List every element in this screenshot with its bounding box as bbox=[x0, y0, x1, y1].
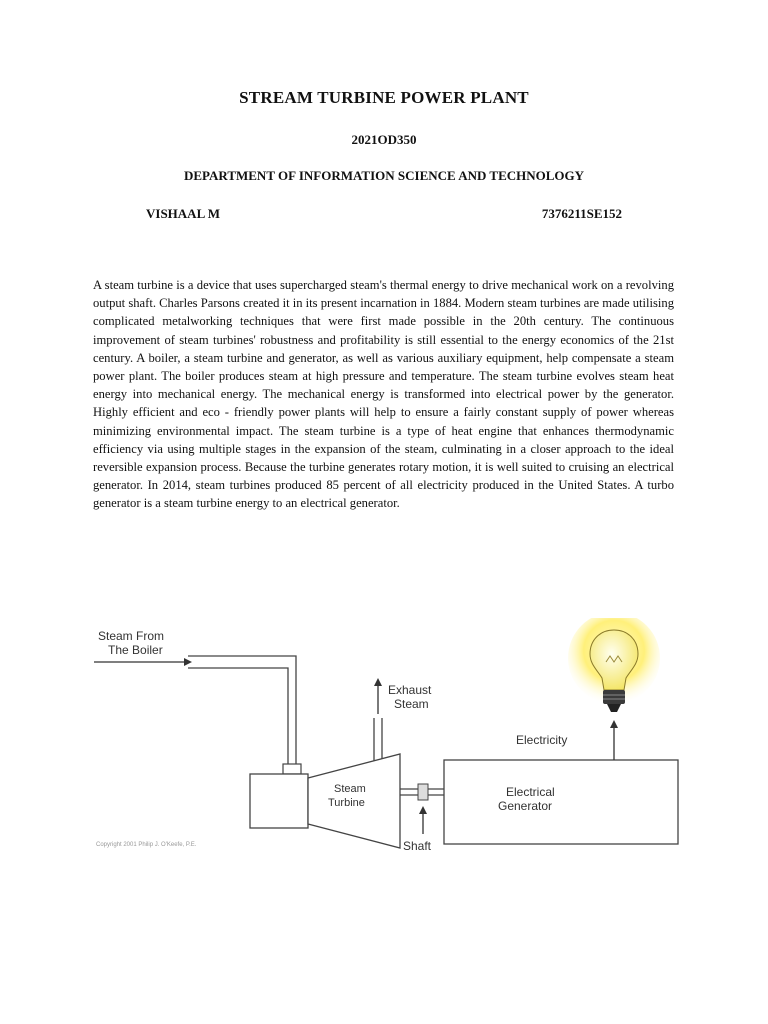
steam-turbine-diagram bbox=[92, 618, 682, 858]
steam-inlet-pipe bbox=[188, 656, 296, 766]
steam-chest bbox=[250, 774, 308, 828]
steam-from-label-line1: Steam From bbox=[98, 629, 165, 643]
generator-label-line2: Generator bbox=[498, 799, 553, 813]
inlet-collar bbox=[283, 764, 301, 774]
steam-in-arrow-icon bbox=[94, 658, 192, 666]
electrical-generator-box bbox=[444, 760, 678, 844]
exhaust-pipe bbox=[374, 718, 382, 761]
diagram-copyright: Copyright 2001 Philip J. O'Keefe, P.E. bbox=[96, 842, 197, 848]
turbine-label-line2: Turbine bbox=[328, 797, 365, 809]
shaft-arrow-icon bbox=[419, 806, 427, 834]
body-paragraph: A steam turbine is a device that uses supercharged steam's thermal energy to drive mechanical work on a revolving output shaft. Charles Parsons created it in its present incarnation in 1884. Modern steam turbines are made utilising complicated metalworking techniques that were first made possible in the 20th century. The continuous improvement of steam turbines' robustness and profitability is still essential to the energy economics of the 21st century. A boiler, a steam turbine and generator, as well as various auxiliary equipment, help compensate a steam power plant. The boiler produces steam at high pressure and temperature. The steam turbine evolves steam heat energy into mechanical energy. The mechanical energy is transformed into electrical power by the generator. Highly efficient and eco - friendly power plants will help to ensure a fairly constant supply of power whereas minimizing environmental impact. The steam turbine is a type of heat engine that enhances thermodynamic efficiency via using multiple stages in the expansion of the steam, culminating in a closer approach to the ideal reversible expansion process. Because the turbine generates rotary motion, it is well suited to cruising an electrical generator. In 2014, steam turbines produced 85 percent of all electricity produced in the United States. A turbo generator is a steam turbine energy to an electrical generator. bbox=[93, 278, 674, 511]
registration-number: 7376211SE152 bbox=[541, 206, 622, 221]
generator-label-line1: Electrical bbox=[506, 785, 555, 799]
document-title: STREAM TURBINE POWER PLANT bbox=[239, 88, 529, 107]
electricity-label: Electricity bbox=[516, 733, 568, 747]
steam-from-label-line2: The Boiler bbox=[108, 643, 163, 657]
document-code: 2021OD350 bbox=[351, 132, 417, 147]
shaft-coupling bbox=[418, 784, 428, 800]
department-name: DEPARTMENT OF INFORMATION SCIENCE AND TECHNOLOGY bbox=[183, 168, 585, 183]
shaft-label: Shaft bbox=[403, 839, 432, 853]
exhaust-label-line2: Steam bbox=[394, 697, 429, 711]
electricity-arrow-icon bbox=[610, 720, 618, 728]
turbine-label-line1: Steam bbox=[334, 783, 366, 795]
exhaust-label-line1: Exhaust bbox=[388, 683, 432, 697]
author-name: VISHAAL M bbox=[146, 206, 221, 221]
light-bulb-icon bbox=[568, 618, 660, 712]
exhaust-arrow-icon bbox=[374, 678, 382, 714]
